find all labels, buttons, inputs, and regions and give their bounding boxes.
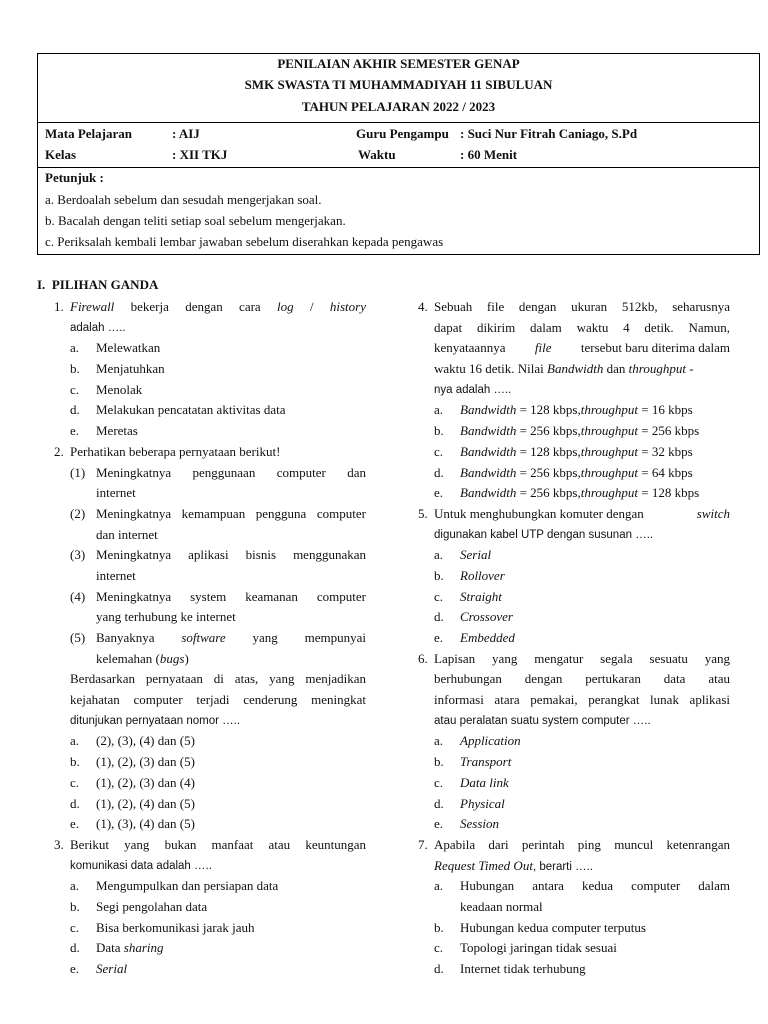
option-letter: a. (70, 878, 80, 894)
option-letter: c. (434, 774, 444, 790)
question-number: 6. (418, 650, 428, 666)
option-letter: d. (70, 795, 80, 811)
option-text: (1), (2), (4) dan (5) (96, 795, 195, 811)
option-letter: b. (70, 898, 80, 914)
question-stem: Perhatikan beberapa pernyataan berikut! (70, 443, 281, 459)
exam-title: PENILAIAN AKHIR SEMESTER GENAP (277, 56, 520, 71)
stem-text: tersebut baru diterima dalam (580, 340, 730, 356)
answer-option[interactable] (434, 959, 730, 980)
stem-word: history (329, 299, 366, 314)
instruction-item: c. Periksalah kembali lembar jawaban sebelum diserahkan kepada pengawas (45, 234, 444, 249)
option-letter: c. (434, 443, 444, 459)
statement-text: bugs (159, 650, 185, 666)
answer-option[interactable] (70, 752, 366, 773)
stem-text: - (685, 361, 694, 377)
option-text: Bandwidth (460, 443, 517, 459)
option-text: Internet tidak terhubung (460, 961, 586, 976)
stem-line: Lapisan yang mengatur segala sesuatu yang (434, 650, 730, 666)
stem-text: file (534, 340, 552, 356)
option-letter: b. (434, 423, 444, 439)
academic-year: TAHUN PELAJARAN 2022 / 2023 (301, 99, 496, 114)
option-letter: c. (70, 381, 80, 397)
statement-item (70, 628, 366, 669)
option-letter: d. (434, 795, 444, 811)
stem-line: adalah ….. (70, 321, 126, 334)
statement-word: yang (252, 630, 278, 645)
option-text: = 256 kbps, (519, 464, 581, 480)
stem-text: kenyataannya (434, 340, 506, 356)
option-text: (1), (2), (3) dan (4) (96, 774, 195, 790)
followup-line: ditunjukan pernyataan nomor ….. (70, 714, 241, 727)
answer-option[interactable] (434, 483, 730, 504)
option-letter: e. (434, 485, 444, 501)
option-text: Physical (460, 795, 505, 811)
question-stem (434, 504, 730, 545)
statement-text: Meningkatnya aplikasi bisnis menggunakan (96, 547, 366, 563)
answer-option[interactable] (70, 876, 366, 897)
answer-option[interactable] (434, 566, 730, 587)
statement-item (70, 587, 366, 628)
answer-option[interactable] (70, 359, 366, 380)
option-text: throughput (580, 402, 639, 418)
statement-word: software (181, 630, 226, 645)
option-letter: a. (434, 733, 444, 749)
time-label: Waktu (358, 147, 396, 162)
option-text: (1), (3), (4) dan (5) (96, 816, 195, 832)
option-letter: d. (434, 961, 444, 976)
stem-line: Berikut yang bukan manfaat atau keuntungan (70, 836, 366, 852)
right-column (418, 297, 730, 980)
option-text: = 128 kbps, (519, 443, 581, 459)
option-text: Bandwidth (460, 402, 517, 418)
option-text: Menolak (96, 381, 143, 397)
option-text: sharing (123, 940, 164, 956)
statement-text: Meningkatnya kemampuan pengguna computer (96, 505, 366, 521)
option-letter: b. (434, 754, 444, 770)
option-text: Serial (96, 961, 128, 976)
left-column (54, 297, 366, 980)
statement-text: Meningkatnya system keamanan computer (96, 588, 366, 604)
question-number: 3. (54, 836, 64, 852)
option-text: Data link (460, 774, 509, 790)
stem-line: berhubungan dengan pertukaran data atau (434, 671, 730, 687)
class-value: : XII TKJ (172, 147, 228, 162)
stem-line: digunakan kabel UTP dengan susunan ….. (434, 528, 654, 541)
option-letter: c. (70, 774, 80, 790)
option-text: Rollover (460, 567, 505, 583)
option-text: throughput (580, 485, 639, 501)
question-4 (418, 297, 730, 400)
followup-line: kejahatan computer terjadi cenderung meningkat (70, 692, 366, 708)
stem-line: atau peralatan suatu system computer ….. (434, 714, 651, 727)
question-7 (418, 835, 730, 876)
option-text: Serial (460, 547, 492, 563)
question-stem (70, 297, 366, 338)
answer-option[interactable] (70, 897, 366, 918)
option-text: Bandwidth (460, 423, 517, 439)
answer-option[interactable] (70, 400, 366, 421)
stem-text: Request Timed Out (434, 857, 533, 873)
option-text: Bisa berkomunikasi jarak jauh (96, 919, 255, 935)
stem-word: dengan (185, 299, 223, 314)
answer-option[interactable] (434, 545, 730, 566)
option-text: = 256 kbps (641, 423, 700, 439)
stem-text: throughput (628, 361, 686, 377)
statement-word: Banyaknya (96, 630, 155, 645)
stem-line: dapat dikirim dalam waktu 4 detik. Namun, (434, 319, 730, 335)
answer-option[interactable] (434, 938, 730, 959)
statement-number: (3) (70, 547, 86, 563)
answer-option[interactable] (434, 752, 730, 773)
answer-option[interactable] (70, 959, 366, 980)
answer-option[interactable] (434, 773, 730, 794)
answer-option[interactable] (70, 918, 366, 939)
question-stem (434, 835, 730, 876)
answer-option[interactable] (434, 442, 730, 463)
option-text: Transport (460, 754, 512, 770)
answer-option[interactable] (434, 814, 730, 835)
time-value: : 60 Menit (460, 147, 518, 162)
option-text: = 128 kbps (641, 485, 700, 501)
option-text: Bandwidth (460, 464, 517, 480)
option-text: Hubungan antara kedua computer dalam (460, 878, 730, 894)
answer-option[interactable] (434, 628, 730, 649)
option-text: Session (460, 816, 499, 832)
instructions-label: Petunjuk : (45, 170, 104, 185)
answer-option[interactable] (434, 876, 730, 917)
teacher-value: : Suci Nur Fitrah Caniago, S.Pd (460, 126, 638, 141)
question-number: 1. (54, 299, 64, 314)
answer-option[interactable] (70, 794, 366, 815)
answer-option[interactable] (434, 421, 730, 442)
instruction-item: a. Berdoalah sebelum dan sesudah mengerjakan soal. (45, 192, 322, 207)
option-letter: a. (434, 547, 444, 563)
question-stem (434, 649, 730, 732)
option-text: = 16 kbps (641, 402, 693, 418)
answer-option[interactable] (434, 918, 730, 939)
question-1 (54, 297, 366, 338)
option-letter: d. (70, 402, 80, 418)
answer-option[interactable] (434, 587, 730, 608)
option-letter: b. (70, 361, 80, 377)
statement-text: yang terhubung ke internet (96, 609, 236, 625)
option-text: keadaan normal (460, 898, 543, 914)
option-text: throughput (580, 423, 639, 439)
option-letter: b. (434, 567, 444, 583)
question-5 (418, 504, 730, 545)
option-letter: e. (70, 816, 80, 832)
option-text: = 64 kbps (641, 464, 693, 480)
stem-line: komunikasi data adalah ….. (70, 859, 212, 872)
option-letter: e. (70, 423, 80, 439)
option-text: = 128 kbps, (519, 402, 581, 418)
answer-option[interactable] (434, 607, 730, 628)
question-number: 4. (418, 299, 428, 314)
stem-word: / (309, 299, 314, 314)
option-letter: c. (434, 588, 444, 604)
stem-word: Firewall (70, 299, 115, 314)
answer-option[interactable] (70, 938, 366, 959)
instruction-item: b. Bacalah dengan teliti setiap soal sebelum mengerjakan. (45, 213, 346, 228)
option-text: (1), (2), (3) dan (5) (96, 754, 195, 770)
option-text: Meretas (96, 423, 138, 439)
option-letter: e. (70, 961, 80, 976)
option-text: throughput (580, 443, 639, 459)
option-text: (2), (3), (4) dan (5) (96, 733, 195, 749)
option-letter: a. (70, 340, 80, 356)
stem-line: Apabila dari perintah ping muncul ketenrangan (434, 836, 730, 852)
option-letter: b. (70, 754, 80, 770)
question-stem (434, 297, 730, 400)
question-stem (70, 835, 366, 876)
stem-text: dan (603, 361, 629, 377)
option-text: Melewatkan (96, 340, 161, 356)
option-text: Application (460, 733, 521, 749)
stem-word: log (277, 299, 294, 314)
stem-line: nya adalah ….. (434, 383, 512, 396)
option-text: Data (96, 940, 121, 956)
option-letter: d. (434, 609, 444, 625)
option-text: Topologi jaringan tidak sesuai (460, 940, 617, 956)
stem-line: Sebuah file dengan ukuran 512kb, seharusnya (434, 299, 730, 314)
stem-text: waktu 16 detik. Nilai (434, 361, 548, 377)
section-number: I. (37, 277, 46, 292)
stem-text: switch (696, 505, 730, 521)
teacher-label: Guru Pengampu (356, 126, 449, 141)
option-text: = 256 kbps, (519, 423, 581, 439)
option-text: Hubungan kedua computer terputus (460, 919, 646, 935)
statement-number: (4) (70, 588, 86, 604)
question-6 (418, 649, 730, 732)
question-followup (70, 669, 366, 731)
divider (38, 122, 759, 123)
statement-number: (5) (70, 630, 86, 645)
question-number: 7. (418, 836, 428, 852)
answer-option[interactable] (434, 463, 730, 484)
answer-option[interactable] (434, 731, 730, 752)
answer-option[interactable] (70, 380, 366, 401)
question-number: 2. (54, 443, 64, 459)
answer-option[interactable] (70, 731, 366, 752)
option-letter: b. (434, 919, 444, 935)
option-text: Menjatuhkan (96, 361, 165, 377)
subject-value: : AIJ (172, 126, 200, 141)
question-3 (54, 835, 366, 876)
answer-option[interactable] (70, 814, 366, 835)
option-text: Embedded (460, 630, 515, 645)
answer-option[interactable] (434, 400, 730, 421)
statement-text: ) (184, 650, 189, 666)
followup-line: Berdasarkan pernyataan di atas, yang menjadikan (70, 671, 366, 687)
section-name: PILIHAN GANDA (51, 277, 159, 292)
option-text: Bandwidth (460, 485, 517, 501)
option-text: = 32 kbps (641, 443, 693, 459)
option-text: = 256 kbps, (519, 485, 581, 501)
answer-option[interactable] (70, 338, 366, 359)
exam-header (37, 53, 760, 255)
stem-text: , berarti ….. (532, 860, 594, 873)
option-letter: d. (70, 940, 80, 956)
option-letter: a. (70, 733, 80, 749)
statement-item (70, 504, 366, 545)
school-name: SMK SWASTA TI MUHAMMADIYAH 11 SIBULUAN (244, 77, 553, 92)
section-title (37, 277, 158, 293)
option-letter: e. (434, 816, 444, 832)
statement-text: dan internet (96, 526, 158, 542)
option-text: Straight (460, 588, 502, 604)
stem-word: bekerja (130, 299, 169, 314)
subject-label: Mata Pelajaran (45, 126, 133, 141)
divider (38, 167, 759, 168)
statement-item (70, 545, 366, 586)
statement-item (70, 463, 366, 504)
statement-text: kelemahan ( (96, 650, 160, 666)
option-text: Mengumpulkan dan persiapan data (96, 878, 279, 894)
answer-option[interactable] (70, 421, 366, 442)
question-number: 5. (418, 505, 428, 521)
stem-word: cara (239, 299, 261, 314)
statement-text: Meningkatnya penggunaan computer dan (96, 464, 366, 480)
stem-text: Untuk menghubungkan komuter dengan (434, 505, 644, 521)
option-text: Crossover (460, 609, 513, 625)
option-letter: a. (434, 402, 444, 418)
stem-text: Bandwidth (547, 361, 604, 377)
option-letter: d. (434, 464, 444, 480)
option-text: Melakukan pencatatan aktivitas data (96, 402, 286, 418)
option-text: throughput (580, 464, 639, 480)
statement-word: mempunyai (304, 630, 366, 645)
option-letter: e. (434, 630, 444, 645)
option-letter: c. (434, 940, 444, 956)
option-letter: c. (70, 919, 80, 935)
statement-number: (2) (70, 505, 86, 521)
statement-number: (1) (70, 464, 86, 480)
class-label: Kelas (45, 147, 77, 162)
stem-line: informasi atara pemakai, perangkat lunak aplikasi (434, 692, 730, 708)
statement-text: internet (96, 485, 136, 501)
statement-text: internet (96, 567, 136, 583)
option-letter: a. (434, 878, 444, 894)
answer-option[interactable] (70, 773, 366, 794)
option-text: Segi pengolahan data (96, 898, 208, 914)
question-2 (54, 442, 366, 463)
answer-option[interactable] (434, 794, 730, 815)
